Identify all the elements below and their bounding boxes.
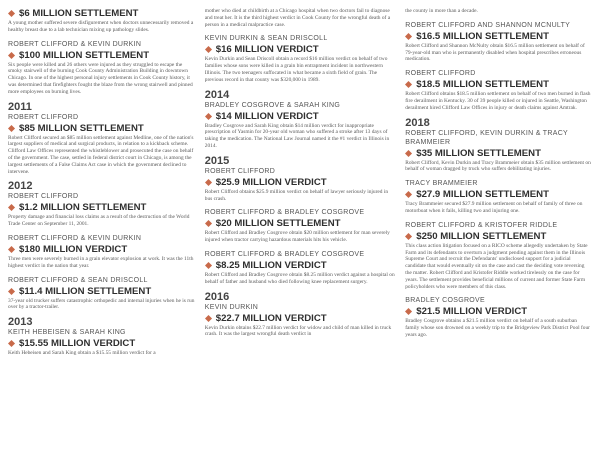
attorney-names: BRADLEY COSGROVE & SARAH KING bbox=[204, 101, 341, 109]
award-amount: $15.55 MILLION VERDICT bbox=[19, 338, 136, 350]
case-entry bbox=[8, 276, 195, 312]
award-amount: $14 MILLION VERDICT bbox=[215, 110, 319, 122]
diamond-bullet-icon bbox=[205, 46, 212, 53]
diamond-bullet-icon bbox=[8, 10, 15, 17]
case-description: Keith Hebeisen and Sarah King obtain a $15.55 million verdict for a bbox=[8, 350, 156, 357]
attorney-names: ROBERT CLIFFORD bbox=[405, 70, 476, 78]
amount-heading bbox=[205, 313, 395, 324]
year-heading: 2012 bbox=[8, 180, 33, 193]
column-1 bbox=[8, 7, 195, 468]
attorney-names: ROBERT CLIFFORD & KEVIN DURKIN bbox=[8, 40, 142, 48]
case-entry bbox=[405, 221, 592, 291]
year-heading: 2014 bbox=[204, 88, 230, 101]
amount-heading bbox=[205, 218, 395, 229]
case-description: Robert Clifford secured an $85 million settlement against Medline, one of the nation's largest suppliers of medical and surgical products, in relation to a kickback scheme. Clifford Law Offices represented the whistleblower and prosecuted the case on behalf of the government. The case, settled in federal district court in Chicago, is among the largest settlements of a False Claims Act case in which the government declined to intervene. bbox=[8, 134, 194, 175]
columns bbox=[8, 7, 592, 468]
attorney-names: ROBERT CLIFFORD bbox=[8, 193, 79, 201]
amount-heading bbox=[405, 79, 592, 90]
award-amount: $16.5 MILLION SETTLEMENT bbox=[416, 30, 549, 42]
case-description: the county in more than a decade. bbox=[405, 8, 478, 14]
case-entry bbox=[8, 192, 195, 228]
case-description: Robert Clifford obtains $18.5 million settlement on behalf of two men burned in flash fire derailment in Kentucky. 30 of 39 people killed or injured in Seattle, Washington derailment hired Clifford Law Offices in injury or death claims against Amtrak. bbox=[405, 91, 591, 111]
diamond-bullet-icon bbox=[205, 262, 212, 269]
amount-heading bbox=[205, 260, 395, 271]
attorney-names: ROBERT CLIFFORD, KEVIN DURKIN & TRACY BRAMMEIER bbox=[405, 129, 568, 146]
amount-heading bbox=[8, 8, 195, 19]
year-heading: 2013 bbox=[8, 316, 33, 329]
diamond-bullet-icon bbox=[8, 52, 15, 59]
case-entry bbox=[8, 328, 195, 357]
case-entry bbox=[8, 40, 195, 96]
amount-heading bbox=[8, 50, 195, 61]
attorney-names: KEITH HEBEISEN & SARAH KING bbox=[8, 329, 126, 337]
amount-heading bbox=[8, 123, 195, 134]
diamond-bullet-icon bbox=[8, 204, 15, 211]
amount-heading bbox=[405, 231, 592, 242]
case-entry bbox=[205, 167, 395, 203]
case-description: mother who died at childbirth at a Chicago hospital when two doctors fail to diagnose and treat her. It is the third highest verdict in Cook County for the wrongful death of a person in a medical malpractice case. bbox=[204, 8, 391, 28]
case-description: Kevin Durkin obtains $22.7 million verdict for widow and child of man killed in truck crash. It was the largest wrongful death verdict in bbox=[204, 324, 392, 338]
diamond-bullet-icon bbox=[405, 81, 412, 88]
case-entry bbox=[405, 21, 592, 63]
amount-heading bbox=[205, 44, 395, 55]
case-description: Robert Clifford and Shannon McNulty obtain $16.5 million settlement on behalf of 79-year-old man who is permanently disabled when hospital prescribes erroneous medication. bbox=[405, 42, 585, 63]
attorney-names: ROBERT CLIFFORD & KRISTOFER RIDDLE bbox=[405, 221, 558, 229]
case-entry bbox=[205, 250, 395, 286]
award-amount: $8.25 MILLION VERDICT bbox=[215, 259, 327, 271]
award-amount: $100 MILLION SETTLEMENT bbox=[19, 49, 150, 61]
case-description: A young mother suffered severe disfigurement when doctors unnecessarily removed a healthy breast due to a lab technician mixing up pathology slides. bbox=[8, 20, 194, 33]
attorney-names: KEVIN DURKIN & SEAN DRISCOLL bbox=[204, 35, 328, 43]
attorney-names: ROBERT CLIFFORD & BRADLEY COSGROVE bbox=[204, 250, 365, 258]
year-heading: 2015 bbox=[204, 154, 230, 167]
amount-heading bbox=[205, 177, 395, 188]
award-amount: $85 MILLION SETTLEMENT bbox=[19, 122, 144, 134]
column-3 bbox=[405, 7, 592, 468]
case-description: Bradley Cosgrove and Sarah King obtain $14 million verdict for inappropriate prescription of Yasmin for 20-year old woman who suffered a stroke after 13 days of taking the medication. The National Law Journal named it the #1 verdict in Illinois in 2014. bbox=[204, 122, 390, 149]
diamond-bullet-icon bbox=[205, 220, 212, 227]
case-description: Three men were severely burned in a grain elevator explosion at work. It was the 11th highest verdict in the nation that year. bbox=[8, 255, 194, 269]
case-description: This class action litigation focused on a RICO scheme allegedly undertaken by State Farm and its defendants to overturn a judgment pending against them in the Illinois Supreme Court and recruit the Defendants' undisclosed support for a judicial candidate that would eventually sit on the case and cast the deciding vote reversing the matter. Robert Clifford and Kristofer Riddle worked tirelessly on the case for years. The settlement provides beneficial millions of current and former State Farm policyholders who were members of this class. bbox=[405, 242, 588, 290]
attorney-names: ROBERT CLIFFORD & BRADLEY COSGROVE bbox=[204, 209, 365, 217]
attorney-names: ROBERT CLIFFORD AND SHANNON MCNULTY bbox=[405, 21, 571, 29]
diamond-bullet-icon bbox=[205, 315, 212, 322]
award-amount: $20 MILLION SETTLEMENT bbox=[215, 218, 341, 230]
year-heading: 2011 bbox=[8, 100, 32, 113]
award-amount: $22.7 MILLION VERDICT bbox=[215, 312, 327, 324]
case-description: Robert Clifford, Kevin Durkin and Tracy Brammeier obtain $35 million settlement on behalf of woman dragged by truck who suffers debilitating injuries. bbox=[405, 159, 591, 173]
case-description: Kevin Durkin and Sean Driscoll obtain a record $16 million verdict on behalf of two families whose sons were killed in a grain bin entrapment incident in northwestern Illinois. The two teenagers suffocated in what became a sixth field of grain. The previous record in that county was $320,000 in 1989. bbox=[204, 56, 388, 83]
case-entry bbox=[205, 101, 395, 150]
diamond-bullet-icon bbox=[8, 125, 15, 132]
case-description: 37-year old trucker suffers catastrophic orthopedic and internal injuries when he is run over by a tractor-trailer. bbox=[8, 297, 195, 311]
award-amount: $1.2 MILLION SETTLEMENT bbox=[19, 202, 147, 214]
attorney-names: ROBERT CLIFFORD bbox=[204, 167, 276, 175]
attorney-names: ROBERT CLIFFORD & KEVIN DURKIN bbox=[8, 234, 142, 242]
diamond-bullet-icon bbox=[405, 308, 412, 315]
case-entry bbox=[405, 179, 592, 215]
amount-heading bbox=[405, 148, 592, 159]
attorney-names: BRADLEY COSGROVE bbox=[405, 297, 485, 305]
case-entry bbox=[405, 8, 592, 15]
attorney-names: ROBERT CLIFFORD & SEAN DRISCOLL bbox=[8, 276, 148, 284]
case-description: Robert Clifford obtains $25.9 million verdict on behalf of lawyer seriously injured in bus crash. bbox=[204, 188, 389, 202]
case-entry bbox=[8, 8, 195, 34]
case-description: Six people were killed and 26 others were injured as they struggled to escape the smoky stairwell of the burning Cook County Administration Building in downtown Chicago. In one of the highest personal injury settlements in Cook County history, it was determined that firefighters fought the blaze from the wrong stairwell and pinned more employees on burning lives. bbox=[8, 61, 193, 95]
case-description: Tracy Brammeier secured $27.9 million settlement on behalf of family of three on motorboat when it fails, killing two and injuring one. bbox=[405, 201, 583, 214]
award-amount: $35 MILLION SETTLEMENT bbox=[416, 147, 541, 159]
award-amount: $25.9 MILLION VERDICT bbox=[215, 176, 327, 188]
diamond-bullet-icon bbox=[205, 179, 212, 186]
case-entry bbox=[205, 208, 395, 244]
case-entry bbox=[205, 8, 395, 28]
case-entry bbox=[8, 113, 195, 176]
award-amount: $16 MILLION VERDICT bbox=[215, 44, 319, 56]
amount-heading bbox=[8, 244, 195, 255]
case-description: Bradley Cosgrove obtains a $21.5 million verdict on behalf of a south suburban family whose son drowned on a weekly trip to the Bridgeview Park District Pool four years ago. bbox=[405, 318, 590, 338]
case-entry bbox=[405, 69, 592, 111]
diamond-bullet-icon bbox=[405, 233, 412, 240]
diamond-bullet-icon bbox=[205, 113, 212, 120]
case-entry bbox=[405, 129, 592, 174]
amount-heading bbox=[8, 286, 195, 297]
award-amount: $21.5 MILLION VERDICT bbox=[416, 306, 528, 318]
award-amount: $11.4 MILLION SETTLEMENT bbox=[19, 285, 152, 297]
diamond-bullet-icon bbox=[405, 150, 412, 157]
case-description: Robert Clifford and Bradley Cosgrove obtain $20 million settlement for man severely injured when tractor carrying hazardous materials hits his vehicle. bbox=[204, 230, 390, 244]
award-amount: $6 MILLION SETTLEMENT bbox=[19, 8, 139, 19]
attorney-names: ROBERT CLIFFORD bbox=[8, 113, 79, 121]
case-entry bbox=[8, 234, 195, 270]
diamond-bullet-icon bbox=[405, 33, 412, 40]
case-entry bbox=[205, 303, 395, 339]
award-amount: $18.5 MILLION SETTLEMENT bbox=[416, 79, 549, 91]
award-amount: $27.9 MILLION SETTLEMENT bbox=[416, 189, 549, 201]
amount-heading bbox=[205, 111, 395, 122]
attorney-names: TRACY BRAMMEIER bbox=[405, 180, 478, 188]
diamond-bullet-icon bbox=[8, 340, 15, 347]
attorney-names: KEVIN DURKIN bbox=[204, 303, 259, 311]
column-2 bbox=[205, 7, 395, 468]
year-heading: 2018 bbox=[405, 116, 430, 129]
case-entry bbox=[405, 296, 592, 338]
amount-heading bbox=[405, 31, 592, 42]
diamond-bullet-icon bbox=[405, 191, 412, 198]
case-description: Robert Clifford and Bradley Cosgrove obtain $8.25 million verdict against a hospital on behalf of father and husband who died following knee replacement surgery. bbox=[204, 271, 395, 285]
diamond-bullet-icon bbox=[8, 246, 15, 253]
amount-heading bbox=[8, 338, 195, 349]
case-entry bbox=[205, 34, 395, 83]
case-description: Property damage and financial loss claims as a result of the destruction of the World Trade Center on September 11, 2001. bbox=[8, 214, 190, 228]
amount-heading bbox=[8, 202, 195, 213]
year-heading: 2016 bbox=[204, 290, 230, 303]
amount-heading bbox=[405, 189, 592, 200]
award-amount: $250 MILLION SETTLEMENT bbox=[416, 230, 547, 242]
diamond-bullet-icon bbox=[8, 288, 15, 295]
amount-heading bbox=[405, 306, 592, 317]
award-amount: $180 MILLION VERDICT bbox=[19, 243, 128, 255]
